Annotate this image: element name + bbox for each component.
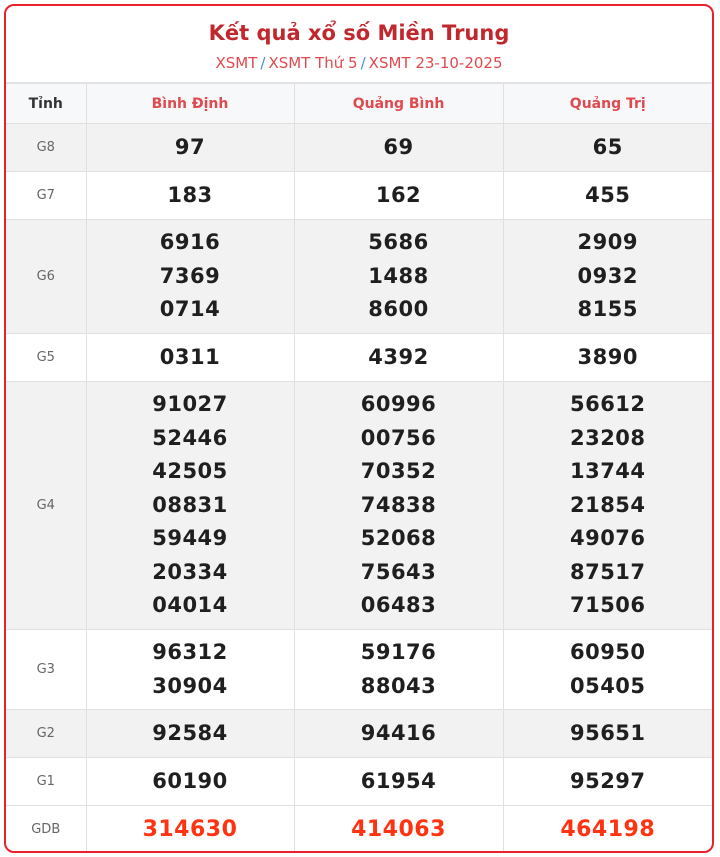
prize-row-g2 <box>6 710 712 758</box>
special-prize-number: 314630 <box>142 816 238 842</box>
result-cell <box>294 806 503 854</box>
result-number: 7369 <box>159 263 221 288</box>
result-cell <box>294 172 503 220</box>
breadcrumb-separator: / <box>260 54 266 72</box>
result-number: 05405 <box>569 673 646 698</box>
result-number: 56612 <box>569 392 646 417</box>
result-number: 04014 <box>152 593 228 618</box>
breadcrumb-separator: / <box>360 54 366 72</box>
result-cell <box>503 710 712 758</box>
result-cell <box>294 710 503 758</box>
result-cell <box>503 172 712 220</box>
result-number: 69 <box>383 134 414 159</box>
prize-label: G4 <box>6 382 86 630</box>
result-number: 75643 <box>360 559 437 584</box>
result-number: 94416 <box>360 720 437 745</box>
result-number: 97 <box>174 134 206 159</box>
prize-row-g6 <box>6 220 712 334</box>
prize-label: G2 <box>6 710 86 758</box>
column-header-quang-tri[interactable]: Quảng Trị <box>503 84 712 124</box>
prize-label: G3 <box>6 630 86 710</box>
result-number: 8600 <box>368 297 429 322</box>
result-number: 59176 <box>360 640 437 664</box>
result-number: 08831 <box>152 492 228 517</box>
column-header-province: Tỉnh <box>6 84 86 124</box>
result-cell <box>503 334 712 382</box>
result-number: 96312 <box>152 640 228 664</box>
prize-row-g8 <box>6 124 712 172</box>
result-number: 92584 <box>152 720 228 745</box>
result-number: 87517 <box>569 559 646 584</box>
result-cell <box>86 710 294 758</box>
special-prize-number: 414063 <box>351 816 446 842</box>
result-number: 162 <box>375 182 422 207</box>
page-title: Kết quả xổ số Miền Trung <box>208 21 510 45</box>
prize-row-g1 <box>6 758 712 806</box>
result-number: 1488 <box>368 263 429 288</box>
result-number: 4392 <box>368 344 429 369</box>
prize-row-g3 <box>6 630 712 710</box>
result-number: 95297 <box>569 768 646 793</box>
result-cell <box>86 124 294 172</box>
result-number: 95651 <box>569 720 646 745</box>
result-cell <box>294 220 503 334</box>
prize-label: G6 <box>6 220 86 334</box>
prize-label: G1 <box>6 758 86 806</box>
prize-label: G7 <box>6 172 86 220</box>
result-cell <box>86 220 294 334</box>
breadcrumb-link-date[interactable]: XSMT 23-10-2025 <box>368 54 503 72</box>
result-cell <box>294 758 503 806</box>
result-number: 88043 <box>360 673 437 698</box>
column-header-quang-binh[interactable]: Quảng Bình <box>294 84 503 124</box>
result-cell <box>86 806 294 854</box>
result-number: 70352 <box>360 459 437 484</box>
breadcrumb-link-xsmt[interactable]: XSMT <box>215 54 258 72</box>
result-number: 21854 <box>569 492 646 517</box>
result-number: 91027 <box>152 392 228 417</box>
breadcrumb-link-weekday[interactable]: XSMT Thứ 5 <box>268 54 358 72</box>
result-number: 5686 <box>368 230 429 255</box>
result-number: 60996 <box>360 392 437 417</box>
result-number: 6916 <box>159 230 221 255</box>
result-cell <box>503 382 712 630</box>
result-number: 13744 <box>569 459 646 484</box>
results-header <box>6 6 712 83</box>
result-number: 60950 <box>569 640 646 664</box>
result-number: 06483 <box>360 593 437 618</box>
prize-row-special <box>6 806 712 854</box>
result-number: 52068 <box>360 526 437 551</box>
result-number: 74838 <box>360 492 437 517</box>
prize-label: GDB <box>6 806 86 854</box>
results-card <box>4 4 714 853</box>
result-cell <box>86 630 294 710</box>
result-number: 20334 <box>152 559 228 584</box>
prize-label: G5 <box>6 334 86 382</box>
special-prize-number: 464198 <box>560 816 656 842</box>
result-cell <box>503 124 712 172</box>
result-number: 71506 <box>569 593 646 618</box>
result-number: 65 <box>592 134 623 159</box>
breadcrumb <box>6 53 712 73</box>
result-number: 59449 <box>152 526 228 551</box>
result-cell <box>86 334 294 382</box>
result-cell <box>86 758 294 806</box>
result-number: 0932 <box>577 263 638 288</box>
result-cell <box>503 630 712 710</box>
result-number: 60190 <box>152 768 228 793</box>
result-number: 2909 <box>577 230 638 255</box>
prize-row-g4 <box>6 382 712 630</box>
result-number: 3890 <box>577 344 638 369</box>
results-table <box>6 83 712 853</box>
prize-row-g7 <box>6 172 712 220</box>
result-number: 183 <box>167 182 213 207</box>
result-cell <box>503 758 712 806</box>
result-number: 455 <box>585 182 631 207</box>
result-number: 23208 <box>569 425 646 450</box>
result-cell <box>294 382 503 630</box>
result-number: 30904 <box>152 673 228 698</box>
result-cell <box>294 124 503 172</box>
prize-row-g5 <box>6 334 712 382</box>
result-number: 8155 <box>577 297 638 322</box>
result-number: 61954 <box>360 768 437 793</box>
result-cell <box>86 382 294 630</box>
result-cell <box>294 334 503 382</box>
result-number: 0311 <box>159 344 221 369</box>
result-number: 49076 <box>569 526 646 551</box>
result-cell <box>503 806 712 854</box>
result-cell <box>503 220 712 334</box>
result-number: 00756 <box>360 425 437 450</box>
result-number: 0714 <box>159 297 221 322</box>
result-cell <box>294 630 503 710</box>
result-number: 52446 <box>152 425 228 450</box>
result-cell <box>86 172 294 220</box>
prize-label: G8 <box>6 124 86 172</box>
table-header-row <box>6 84 712 124</box>
result-number: 42505 <box>152 459 228 484</box>
column-header-binh-dinh[interactable]: Bình Định <box>86 84 294 124</box>
